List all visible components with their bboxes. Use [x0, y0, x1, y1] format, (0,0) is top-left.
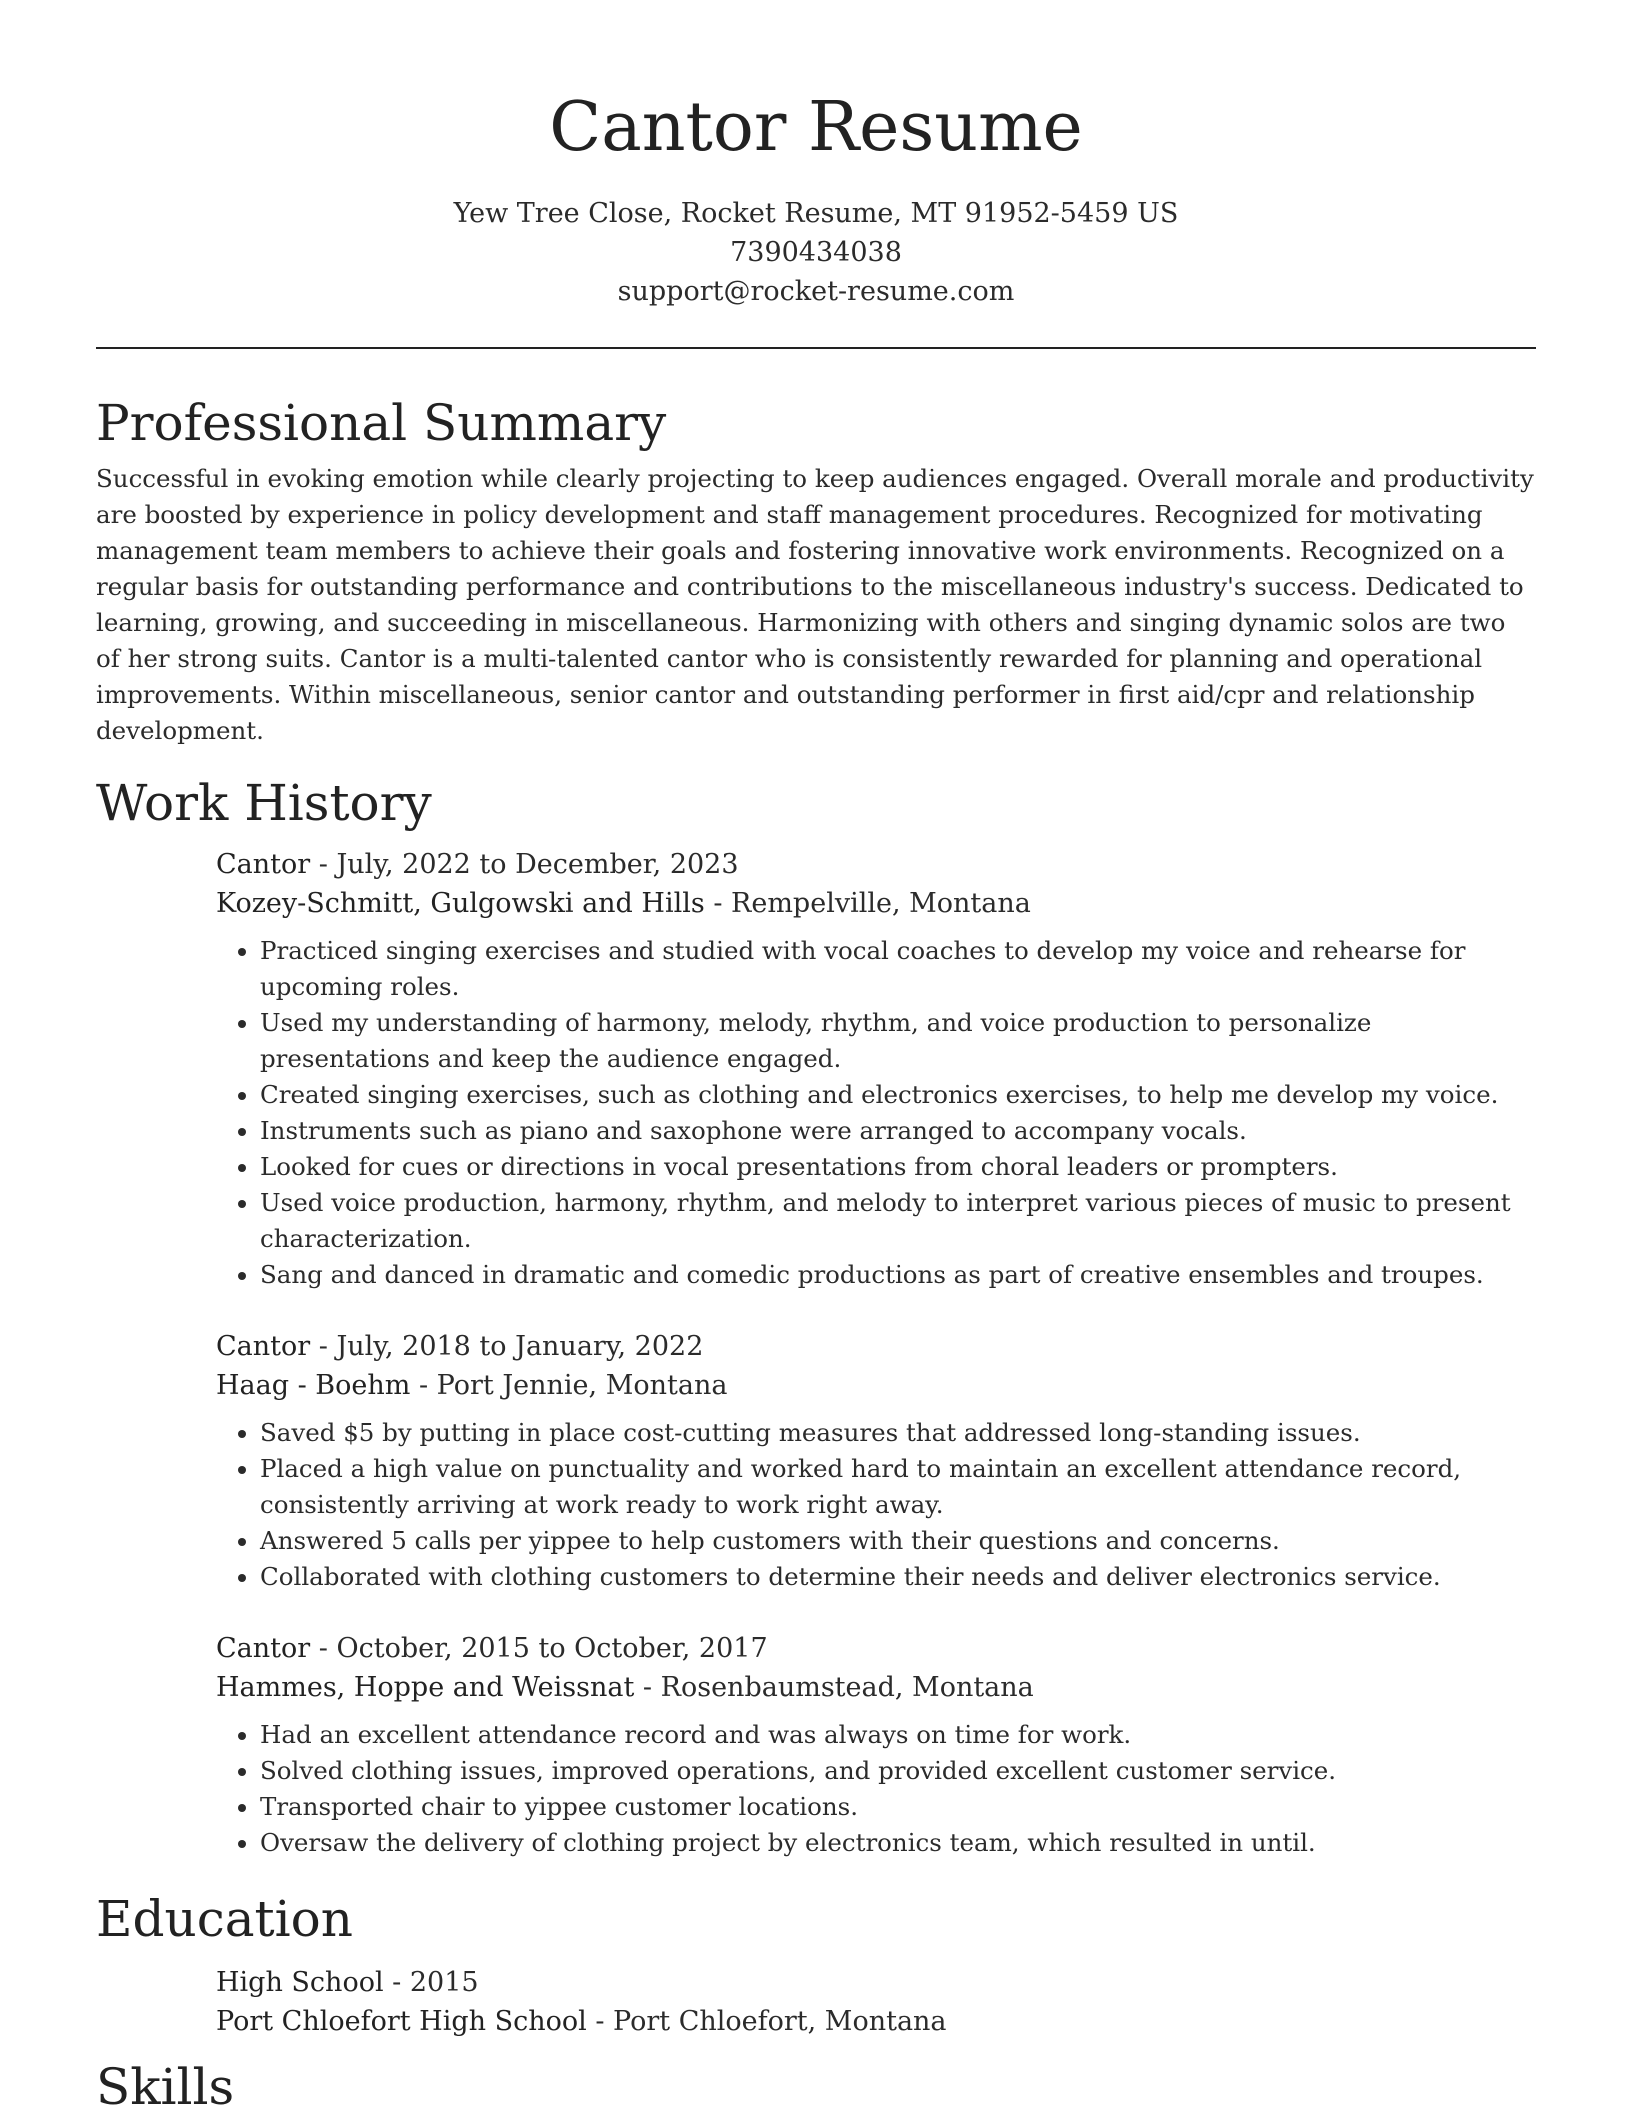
- job-title-line: [216, 1327, 1536, 1366]
- education-heading: Education: [96, 1890, 353, 1948]
- job-position: Cantor: [216, 1633, 311, 1664]
- skills-section: [96, 2055, 1536, 2119]
- education-section: [96, 1887, 1536, 2041]
- list-item: • Practiced singing exercises and studied with vocal coaches to develop my voice and rehearse for upcoming roles.: [260, 933, 1536, 1005]
- header-divider: [96, 347, 1536, 349]
- education-year: - 2015: [383, 1967, 479, 1998]
- resume-name: Cantor Resume: [549, 88, 1083, 167]
- contact-phone: 7390434038: [730, 237, 902, 268]
- education-degree: High School: [216, 1967, 384, 1998]
- list-item: • Solved clothing issues, improved operations, and provided excellent customer service.: [260, 1753, 1536, 1789]
- job-entry: [216, 1327, 1536, 1595]
- job-location: - Port Jennie, Montana: [410, 1370, 728, 1401]
- job-dates: - July, 2018 to January, 2022: [310, 1331, 704, 1362]
- summary-section: [96, 391, 1536, 749]
- summary-heading: Professional Summary: [96, 394, 667, 452]
- job-entry: [216, 845, 1536, 1293]
- contact-info: [0, 194, 1632, 311]
- resume-header: [0, 0, 1632, 311]
- list-item: • Created singing exercises, such as clothing and electronics exercises, to help me develop my voice.: [260, 1077, 1536, 1113]
- contact-email: support@rocket-resume.com: [617, 276, 1015, 307]
- skills-heading: Skills: [96, 2058, 235, 2116]
- contact-address: Yew Tree Close, Rocket Resume, MT 91952-5459 US: [453, 198, 1179, 229]
- list-item: • Collaborated with clothing customers to determine their needs and deliver electronics service.: [260, 1559, 1536, 1595]
- list-item: • Instruments such as piano and saxophone were arranged to accompany vocals.: [260, 1113, 1536, 1149]
- list-item: • Oversaw the delivery of clothing project by electronics team, which resulted in until.: [260, 1825, 1536, 1861]
- job-position: Cantor: [216, 1331, 311, 1362]
- job-entry: [216, 1629, 1536, 1861]
- education-degree-line: [216, 1963, 1536, 2002]
- list-item: • Used voice production, harmony, rhythm, and melody to interpret various pieces of music to present characterization.: [260, 1185, 1536, 1257]
- job-employer-line: [216, 1366, 1536, 1405]
- job-employer: Haag - Boehm: [216, 1370, 411, 1401]
- job-dates: - July, 2022 to December, 2023: [310, 849, 739, 880]
- education-location: - Port Chloefort, Montana: [586, 2006, 947, 2037]
- list-item: • Sang and danced in dramatic and comedic productions as part of creative ensembles and troupes.: [260, 1257, 1536, 1293]
- education-entry: [216, 1963, 1536, 2041]
- list-item: • Had an excellent attendance record and was always on time for work.: [260, 1717, 1536, 1753]
- job-position: Cantor: [216, 849, 311, 880]
- list-item: • Used my understanding of harmony, melody, rhythm, and voice production to personalize presentations and keep the audience engaged.: [260, 1005, 1536, 1077]
- summary-text: Successful in evoking emotion while clearly projecting to keep audiences engaged. Overall morale and productivity are boosted by experience in policy development and staff management procedures. Recognized for motivating management team members to achieve their goals and fostering innovative work environments. Recognized on a regular basis for outstanding performance and contributions to the miscellaneous industry's success. Dedicated to learning, growing, and succeeding in miscellaneous. Harmonizing with others and singing dynamic solos are two of her strong suits. Cantor is a multi-talented cantor who is consistently rewarded for planning and operational improvements. Within miscellaneous, senior cantor and outstanding performer in first aid/cpr and relationship development.: [96, 464, 1534, 745]
- list-item: • Looked for cues or directions in vocal presentations from choral leaders or prompters.: [260, 1149, 1536, 1185]
- list-item: • Transported chair to yippee customer locations.: [260, 1789, 1536, 1825]
- job-dates: - October, 2015 to October, 2017: [310, 1633, 768, 1664]
- job-bullet-list: [216, 933, 1536, 1293]
- work-history-section: [96, 771, 1536, 1861]
- job-employer-line: [216, 1668, 1536, 1707]
- education-school: Port Chloefort High School: [216, 2006, 587, 2037]
- job-title-line: [216, 845, 1536, 884]
- job-employer: Hammes, Hoppe and Weissnat: [216, 1672, 635, 1703]
- job-title-line: [216, 1629, 1536, 1668]
- job-employer-line: [216, 884, 1536, 923]
- list-item: • Answered 5 calls per yippee to help customers with their questions and concerns.: [260, 1523, 1536, 1559]
- job-bullet-list: [216, 1415, 1536, 1595]
- work-history-heading: Work History: [96, 774, 432, 832]
- list-item: • Placed a high value on punctuality and worked hard to maintain an excellent attendance record, consistently arriving at work ready to work right away.: [260, 1451, 1536, 1523]
- education-school-line: [216, 2002, 1536, 2041]
- job-location: - Rosenbaumstead, Montana: [634, 1672, 1034, 1703]
- job-employer: Kozey-Schmitt, Gulgowski and Hills: [216, 888, 705, 919]
- job-location: - Rempelville, Montana: [704, 888, 1031, 919]
- job-bullet-list: [216, 1717, 1536, 1861]
- list-item: • Saved $5 by putting in place cost-cutting measures that addressed long-standing issues.: [260, 1415, 1536, 1451]
